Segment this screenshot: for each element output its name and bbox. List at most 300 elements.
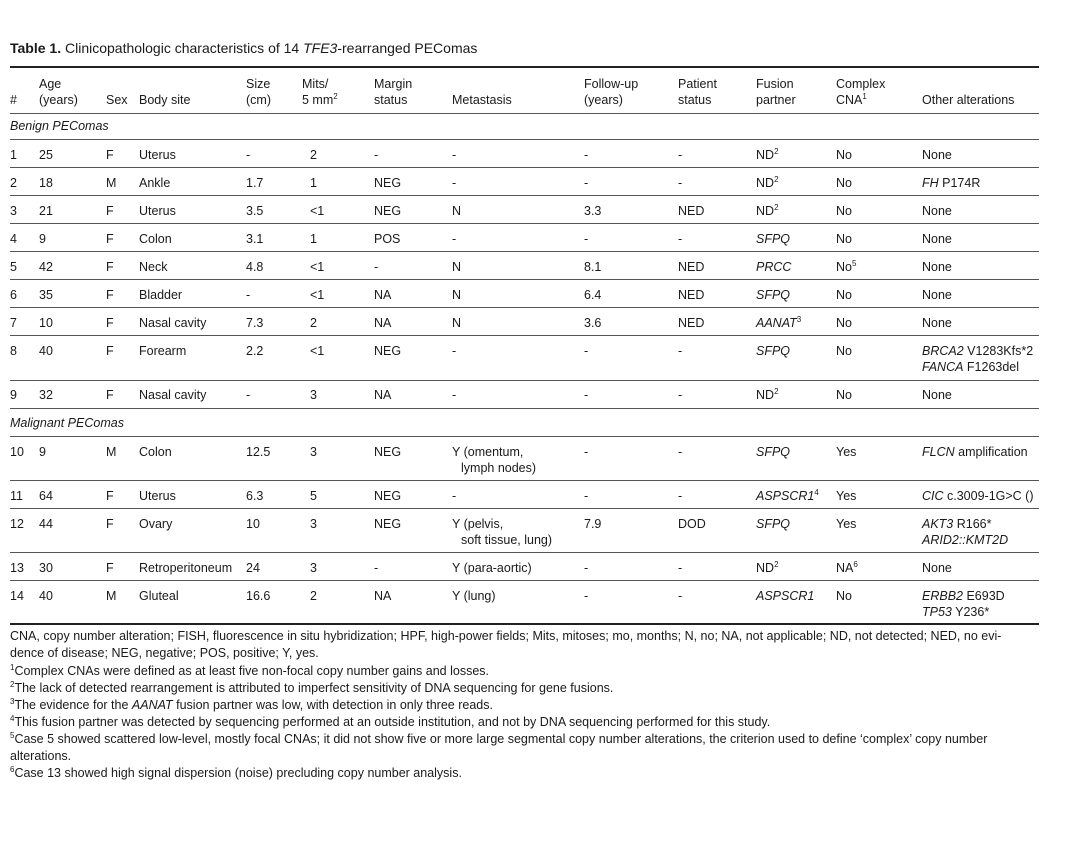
cell-num: 11 [10,489,23,503]
cell-patient-status: NED [678,204,705,218]
footnote-abbrev-2: dence of disease; NEG, negative; POS, positive; Y, yes. [10,646,319,660]
alteration-text: None [922,388,952,402]
cell-mits: 2 [310,316,317,330]
row-divider [10,580,1039,581]
alteration-text: None [922,288,952,302]
cell-num: 5 [10,260,17,274]
cell-num: 8 [10,344,17,358]
gene-name: FH [922,176,939,190]
cell-margin: NEG [374,489,402,503]
row-divider [10,307,1039,308]
header-mits-1: Mits/ [302,77,329,91]
fusion-partner-text: AANAT [756,316,797,330]
cna-footnote-ref: 6 [853,559,858,569]
cell-metastasis: - [452,232,457,246]
gene-name: FANCA [922,360,964,374]
cell-followup: 7.9 [584,517,602,531]
header-other: Other alterations [922,93,1015,107]
cell-num: 12 [10,517,24,531]
fusion-partner-text: ND [756,148,775,162]
cell-followup: - [584,344,589,358]
fusion-partner-text: SFPQ [756,517,791,531]
cell-metastasis: Y (lung) [452,589,496,603]
fusion-partner-text: ND [756,176,775,190]
cell-size: 7.3 [246,316,264,330]
alteration-text: None [922,260,952,274]
cell-age: 35 [39,288,53,302]
row-divider [10,552,1039,553]
row-divider [10,279,1039,280]
cell-size: 3.5 [246,204,264,218]
cell-patient-status: - [678,176,683,190]
cell-mits: 3 [310,445,317,459]
gene-name: ERBB2 [922,589,963,603]
cell-patient-status: - [678,232,683,246]
cell-site: Ankle [139,176,171,190]
cell-site: Gluteal [139,589,179,603]
footnote-5 [10,731,1042,748]
cell-patient-status: NED [678,260,705,274]
cell-followup: 3.3 [584,204,602,218]
cell-size: 6.3 [246,489,264,503]
complex-cna-text: Yes [836,445,857,459]
cell-patient-status: - [678,148,683,162]
cell-fusion-partner [756,259,791,275]
cell-size: - [246,148,251,162]
cell-size: 4.8 [246,260,264,274]
cell-fusion-partner [756,203,779,219]
cell-num: 2 [10,176,17,190]
cell-metastasis: - [452,344,457,358]
cell-site: Neck [139,260,168,274]
cell-age: 40 [39,344,53,358]
footnote-2 [10,680,1042,697]
cell-sex: M [106,445,117,459]
cell-metastasis: - [452,388,457,402]
footnote-1 [10,663,1042,680]
bottom-rule [10,623,1039,625]
fusion-partner-text: SFPQ [756,232,791,246]
cell-complex-cna [836,315,852,331]
cell-patient-status: NED [678,288,705,302]
fusion-partner-text: ND [756,561,775,575]
cell-complex-cna [836,259,856,275]
cell-fusion-partner [756,147,779,163]
cell-followup: - [584,232,589,246]
cell-other-alterations [922,560,952,576]
cell-sex: M [106,589,117,603]
cell-patient-status: - [678,344,683,358]
cell-mits: 1 [310,176,317,190]
cell-site: Forearm [139,344,187,358]
cell-other-alterations [922,147,952,163]
complex-cna-text: No [836,344,852,358]
header-cna-2 [836,92,867,108]
cell-fusion-partner [756,231,790,247]
cell-fusion-partner [756,175,779,191]
complex-cna-text: No [836,589,852,603]
cell-metastasis: Y (omentum, [452,445,524,459]
cell-other-alterations [922,259,952,275]
fusion-partner-text: SFPQ [756,344,791,358]
cell-metastasis: N [452,316,462,330]
footnote-3-sup: 3 [10,696,15,706]
cell-margin: NEG [374,176,402,190]
header-sex: Sex [106,93,128,107]
cell-mits: 3 [310,517,317,531]
header-cna-1: Complex [836,77,886,91]
cell-mits: 2 [310,589,317,603]
header-age-2: (years) [39,93,78,107]
header-margin-1: Margin [374,77,413,91]
cell-site: Bladder [139,288,183,302]
cell-other-alterations [922,359,1019,375]
table-label: Table 1. [10,40,62,56]
cell-site: Uterus [139,204,176,218]
cell-num: 10 [10,445,24,459]
fusion-footnote-ref: 4 [814,487,819,497]
fusion-footnote-ref: 2 [774,559,779,569]
section-benign: Benign PEComas [10,119,109,133]
cell-margin: NA [374,288,392,302]
cell-complex-cna [836,516,856,532]
alteration-text: Y236* [951,605,990,619]
cell-sex: F [106,260,114,274]
complex-cna-text: No [836,288,852,302]
cell-patient-status: DOD [678,517,706,531]
complex-cna-text: No [836,148,852,162]
cell-age: 25 [39,148,53,162]
gene-name: TP53 [922,605,952,619]
complex-cna-text: No [836,232,852,246]
cell-sex: F [106,288,114,302]
cell-complex-cna [836,588,852,604]
cell-other-alterations [922,588,1005,604]
complex-cna-text: No [836,260,852,274]
cell-other-alterations [922,444,1028,460]
cell-age: 40 [39,589,53,603]
top-rule [10,66,1039,68]
cell-age: 32 [39,388,53,402]
cell-patient-status: - [678,589,683,603]
alteration-text: c.3009-1G>C () [943,489,1034,503]
header-cna-sup: 1 [862,91,867,101]
row-divider [10,335,1039,336]
row-divider [10,408,1039,409]
fusion-partner-text: ASPSCR1 [756,489,815,503]
cell-sex: M [106,176,117,190]
cell-age: 9 [39,445,46,459]
section-malignant: Malignant PEComas [10,416,124,430]
cell-num: 14 [10,589,24,603]
header-site: Body site [139,93,191,107]
cell-fusion-partner [756,588,814,604]
alteration-text: amplification [954,445,1028,459]
cell-site: Nasal cavity [139,388,207,402]
cell-site: Colon [139,232,172,246]
cell-margin: NEG [374,445,402,459]
cell-followup: - [584,148,589,162]
caption-gene: TFE3 [303,40,338,56]
caption-text-before: Clinicopathologic characteristics of 14 [64,40,300,56]
cell-patient-status: - [678,445,683,459]
cell-complex-cna [836,444,856,460]
cell-age: 42 [39,260,53,274]
cell-size: 24 [246,561,260,575]
cell-size: - [246,288,251,302]
cell-metastasis: N [452,260,462,274]
footnote-1-text: Complex CNAs were defined as at least five non-focal copy number gains and losses. [14,664,490,678]
cell-metastasis: - [452,176,457,190]
cell-followup: - [584,388,589,402]
fusion-footnote-ref: 3 [796,314,802,324]
footnote-3 [10,697,1042,714]
cell-sex: F [106,232,114,246]
cell-fusion-partner [756,287,790,303]
cell-fusion-partner [756,560,779,576]
alteration-text: P174R [938,176,981,190]
footnote-3-text-a: The evidence for the [14,698,132,712]
cell-num: 4 [10,232,17,246]
gene-name: ARID2::KMT2D [922,533,1009,547]
complex-cna-text: No [836,316,852,330]
cell-site: Ovary [139,517,173,531]
alteration-text: R166* [953,517,992,531]
cell-metastasis: Y (para-aortic) [452,561,532,575]
alteration-text: None [922,232,952,246]
cell-complex-cna [836,147,852,163]
caption-text-after: -rearranged PEComas [337,40,478,56]
alteration-text: E693D [963,589,1005,603]
cell-fusion-partner [756,343,790,359]
cell-patient-status: - [678,489,683,503]
cell-margin: - [374,561,379,575]
header-fusion-1: Fusion [756,77,794,91]
cell-mits: 3 [310,388,317,402]
cell-followup: 3.6 [584,316,602,330]
cell-margin: NA [374,388,392,402]
fusion-footnote-ref: 2 [774,386,779,396]
cell-sex: F [106,561,114,575]
cell-other-alterations [922,516,992,532]
cell-num: 7 [10,316,17,330]
cell-followup: - [584,489,589,503]
footnote-6-sup: 6 [10,764,15,774]
cell-sex: F [106,148,114,162]
header-age-1: Age [39,77,62,91]
complex-cna-text: NA [836,561,854,575]
footnote-5-continued: alterations. [10,749,72,763]
cell-margin: NA [374,589,392,603]
header-metastasis: Metastasis [452,93,512,107]
cell-complex-cna [836,560,858,576]
header-size-1: Size [246,77,271,91]
row-divider [10,508,1039,509]
fusion-footnote-ref: 2 [774,174,779,184]
footnote-4 [10,714,1042,731]
footnote-4-text: This fusion partner was detected by sequencing performed at an outside institution, and not by DNA sequencing performed for this study. [14,715,771,729]
cell-fusion-partner [756,387,779,403]
cell-metastasis: N [452,288,462,302]
header-fusion-2: partner [756,93,796,107]
header-margin-2: status [374,93,408,107]
cell-num: 1 [10,148,17,162]
alteration-text: None [922,561,952,575]
row-divider [10,223,1039,224]
header-mits-sup: 2 [333,91,338,101]
header-patient-2: status [678,93,712,107]
cell-complex-cna [836,287,852,303]
cell-complex-cna [836,343,852,359]
cell-margin: - [374,260,379,274]
alteration-text: None [922,204,952,218]
cell-metastasis: Y (pelvis, [452,517,504,531]
header-followup-2: (years) [584,93,623,107]
cell-margin: - [374,148,379,162]
header-patient-1: Patient [678,77,717,91]
footnote-1-sup: 1 [10,662,15,672]
cell-margin: NEG [374,517,402,531]
cell-age: 21 [39,204,53,218]
cell-mits: 1 [310,232,317,246]
cell-followup: 8.1 [584,260,602,274]
footnote-2-text: The lack of detected rearrangement is attributed to imperfect sensitivity of DNA sequencing for gene fusions. [14,681,614,695]
cell-complex-cna [836,203,852,219]
cell-sex: F [106,316,114,330]
header-size-2: (cm) [246,93,271,107]
fusion-partner-text: ND [756,204,775,218]
gene-name: CIC [922,489,944,503]
cell-patient-status: - [678,388,683,402]
header-followup-1: Follow-up [584,77,639,91]
complex-cna-text: Yes [836,517,857,531]
cell-other-alterations [922,387,952,403]
cell-other-alterations [922,231,952,247]
cell-margin: NEG [374,344,402,358]
cell-mits: <1 [310,260,325,274]
header-rule [10,113,1039,114]
cell-mits: 3 [310,561,317,575]
cell-metastasis: - [452,489,457,503]
fusion-partner-text: ND [756,388,775,402]
cell-num: 3 [10,204,17,218]
cell-other-alterations [922,532,1008,548]
cell-sex: F [106,489,114,503]
row-divider [10,480,1039,481]
cell-mits: <1 [310,204,325,218]
cell-age: 9 [39,232,46,246]
cell-size: 12.5 [246,445,271,459]
cell-patient-status: - [678,561,683,575]
cell-followup: 6.4 [584,288,602,302]
fusion-footnote-ref: 2 [774,202,779,212]
cell-other-alterations [922,315,952,331]
section-malignant-rule [10,436,1039,437]
cell-age: 64 [39,489,53,503]
cell-metastasis: soft tissue, lung) [461,533,553,547]
cell-complex-cna [836,175,852,191]
cell-site: Uterus [139,489,176,503]
footnote-2-sup: 2 [10,679,15,689]
gene-name: AKT3 [922,517,954,531]
row-divider [10,251,1039,252]
header-mits-2 [302,92,338,108]
fusion-footnote-ref: 2 [774,146,779,156]
cell-patient-status: NED [678,316,705,330]
cell-num: 9 [10,388,17,402]
cell-other-alterations [922,488,1034,504]
cell-size: 10 [246,517,260,531]
cell-site: Uterus [139,148,176,162]
cell-margin: NA [374,316,392,330]
cell-age: 18 [39,176,53,190]
header-num: # [10,93,17,107]
cell-fusion-partner [756,315,801,331]
row-divider [10,380,1039,381]
row-divider [10,167,1039,168]
table-caption [10,40,477,56]
cell-num: 6 [10,288,17,302]
cell-complex-cna [836,488,856,504]
cell-metastasis: lymph nodes) [461,461,537,475]
complex-cna-text: No [836,388,852,402]
cell-age: 44 [39,517,53,531]
cell-sex: F [106,388,114,402]
alteration-text: None [922,316,952,330]
cell-age: 30 [39,561,53,575]
cell-age: 10 [39,316,53,330]
complex-cna-text: No [836,176,852,190]
cell-followup: - [584,176,589,190]
footnote-4-sup: 4 [10,713,15,723]
cell-followup: - [584,589,589,603]
footnote-6 [10,765,1042,782]
gene-name: FLCN [922,445,955,459]
cell-other-alterations [922,287,952,303]
fusion-partner-text: ASPSCR1 [756,589,815,603]
cell-size: - [246,388,251,402]
cell-complex-cna [836,387,852,403]
cell-num: 13 [10,561,24,575]
cell-sex: F [106,517,114,531]
footnote-6-text: Case 13 showed high signal dispersion (noise) precluding copy number analysis. [14,766,462,780]
cell-fusion-partner [756,488,819,504]
row-divider [10,195,1039,196]
cna-footnote-ref: 5 [851,258,857,268]
footnote-3-gene: AANAT [131,698,173,712]
cell-other-alterations [922,343,1033,359]
cell-other-alterations [922,175,980,191]
cell-metastasis: - [452,148,457,162]
cell-size: 16.6 [246,589,271,603]
footnote-3-text-b: fusion partner was low, with detection in only three reads. [172,698,493,712]
cell-other-alterations [922,604,989,620]
gene-name: BRCA2 [922,344,964,358]
fusion-partner-text: SFPQ [756,288,791,302]
cell-sex: F [106,344,114,358]
cell-fusion-partner [756,444,790,460]
cell-sex: F [106,204,114,218]
cell-size: 2.2 [246,344,264,358]
cell-margin: NEG [374,204,402,218]
cell-followup: - [584,561,589,575]
header-mits-unit: 5 mm [302,93,334,107]
cell-site: Nasal cavity [139,316,207,330]
footnote-5-text-1: Case 5 showed scattered low-level, mostly focal CNAs; it did not show five or more large segmental copy number alterations, the criterion used to define ‘complex’ copy number [14,732,988,746]
alteration-text: V1283Kfs*2 [963,344,1034,358]
cell-mits: <1 [310,344,325,358]
cell-fusion-partner [756,516,790,532]
